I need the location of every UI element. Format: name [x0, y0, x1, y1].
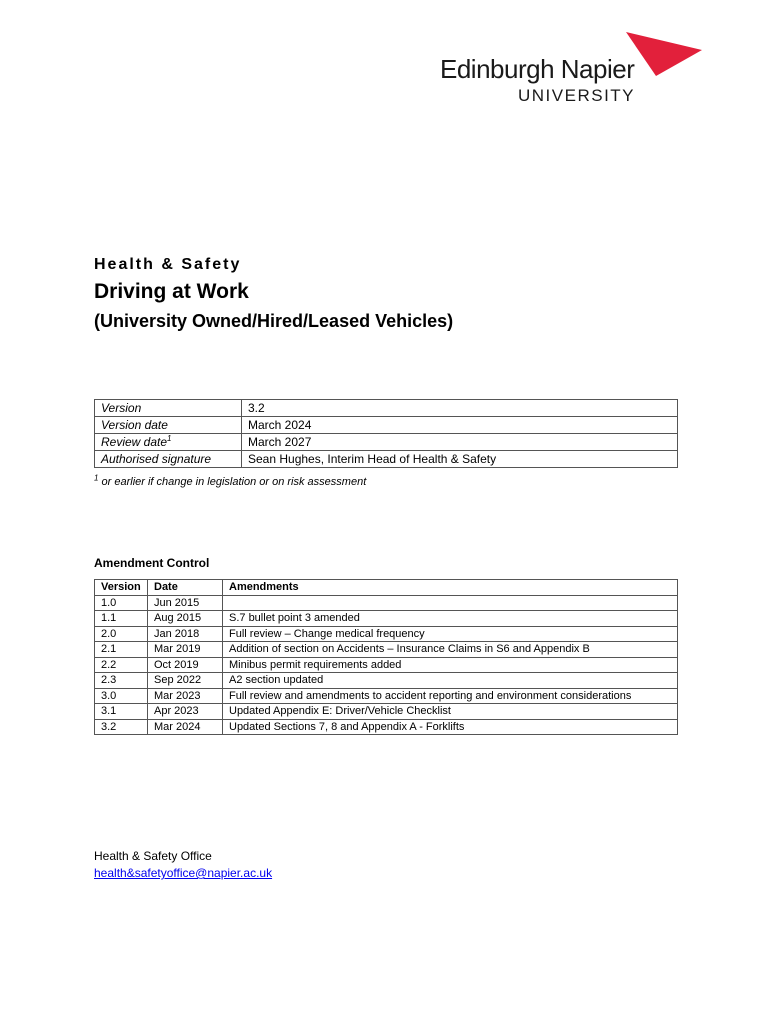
table-row [95, 688, 678, 704]
version-value: 3.2 [242, 400, 678, 417]
version-key [95, 417, 242, 434]
university-logo [440, 32, 702, 108]
page-subtitle: (University Owned/Hired/Leased Vehicles) [94, 311, 454, 331]
version-key-footnote-marker: 1 [167, 434, 172, 443]
column-header-date: Date [148, 580, 223, 596]
column-header-version: Version [95, 580, 148, 596]
table-row [95, 657, 678, 673]
contact-email-link[interactable]: health&safetyoffice@napier.ac.uk [94, 866, 273, 880]
amendment-date-cell: Aug 2015 [148, 611, 223, 627]
amendment-text-cell: Full review – Change medical frequency [223, 626, 678, 642]
version-key-text: Authorised signature [101, 452, 212, 466]
amendment-version-cell: 2.1 [95, 642, 148, 658]
page-title: Driving at Work [94, 280, 249, 303]
version-row [95, 400, 678, 417]
table-row [95, 626, 678, 642]
section-eyebrow: Health & Safety [94, 256, 242, 273]
amendment-date-cell: Sep 2022 [148, 673, 223, 689]
footnote-marker: 1 [94, 473, 99, 483]
amendment-text-cell: Full review and amendments to accident reporting and environment considerations [223, 688, 678, 704]
table-row [95, 673, 678, 689]
amendment-date-cell: Mar 2019 [148, 642, 223, 658]
amendment-text-cell: Addition of section on Accidents – Insurance Claims in S6 and Appendix B [223, 642, 678, 658]
version-row [95, 434, 678, 451]
column-header-amendments: Amendments [223, 580, 678, 596]
amendment-header-row [95, 580, 678, 596]
version-key [95, 434, 242, 451]
amendment-text-cell: Updated Appendix E: Driver/Vehicle Checklist [223, 704, 678, 720]
version-table [94, 399, 678, 468]
amendment-text-cell: S.7 bullet point 3 amended [223, 611, 678, 627]
amendment-text-cell: Minibus permit requirements added [223, 657, 678, 673]
amendment-version-cell: 1.0 [95, 595, 148, 611]
version-key-text: Version [101, 401, 142, 415]
logo-triangle-icon [626, 32, 702, 78]
amendment-heading: Amendment Control [94, 556, 210, 570]
table-row [95, 719, 678, 735]
version-key-text: Review date [101, 435, 168, 449]
version-key [95, 400, 242, 417]
version-value: Sean Hughes, Interim Head of Health & Safety [242, 451, 678, 468]
amendment-version-cell: 2.2 [95, 657, 148, 673]
version-row [95, 417, 678, 434]
amendment-version-cell: 3.2 [95, 719, 148, 735]
amendment-text-cell: Updated Sections 7, 8 and Appendix A - Forklifts [223, 719, 678, 735]
table-row [95, 595, 678, 611]
amendment-date-cell: Mar 2023 [148, 688, 223, 704]
version-row [95, 451, 678, 468]
amendment-version-cell: 3.1 [95, 704, 148, 720]
contact-office: Health & Safety Office [94, 849, 212, 863]
amendment-text-cell [223, 595, 678, 611]
amendment-date-cell: Oct 2019 [148, 657, 223, 673]
table-row [95, 642, 678, 658]
amendment-date-cell: Jan 2018 [148, 626, 223, 642]
version-key [95, 451, 242, 468]
logo-subwordmark: UNIVERSITY [518, 86, 636, 105]
amendment-date-cell: Apr 2023 [148, 704, 223, 720]
table-row [95, 704, 678, 720]
version-key-text: Version date [101, 418, 168, 432]
amendment-version-cell: 2.0 [95, 626, 148, 642]
amendment-version-cell: 3.0 [95, 688, 148, 704]
version-value: March 2027 [242, 434, 678, 451]
amendment-table [94, 579, 678, 735]
footnote [94, 473, 367, 488]
amendment-date-cell: Mar 2024 [148, 719, 223, 735]
amendment-date-cell: Jun 2015 [148, 595, 223, 611]
amendment-version-cell: 2.3 [95, 673, 148, 689]
amendment-text-cell: A2 section updated [223, 673, 678, 689]
logo-wordmark: Edinburgh Napier [440, 54, 635, 84]
footnote-text: or earlier if change in legislation or on risk assessment [98, 476, 367, 488]
table-row [95, 611, 678, 627]
amendment-version-cell: 1.1 [95, 611, 148, 627]
version-value: March 2024 [242, 417, 678, 434]
